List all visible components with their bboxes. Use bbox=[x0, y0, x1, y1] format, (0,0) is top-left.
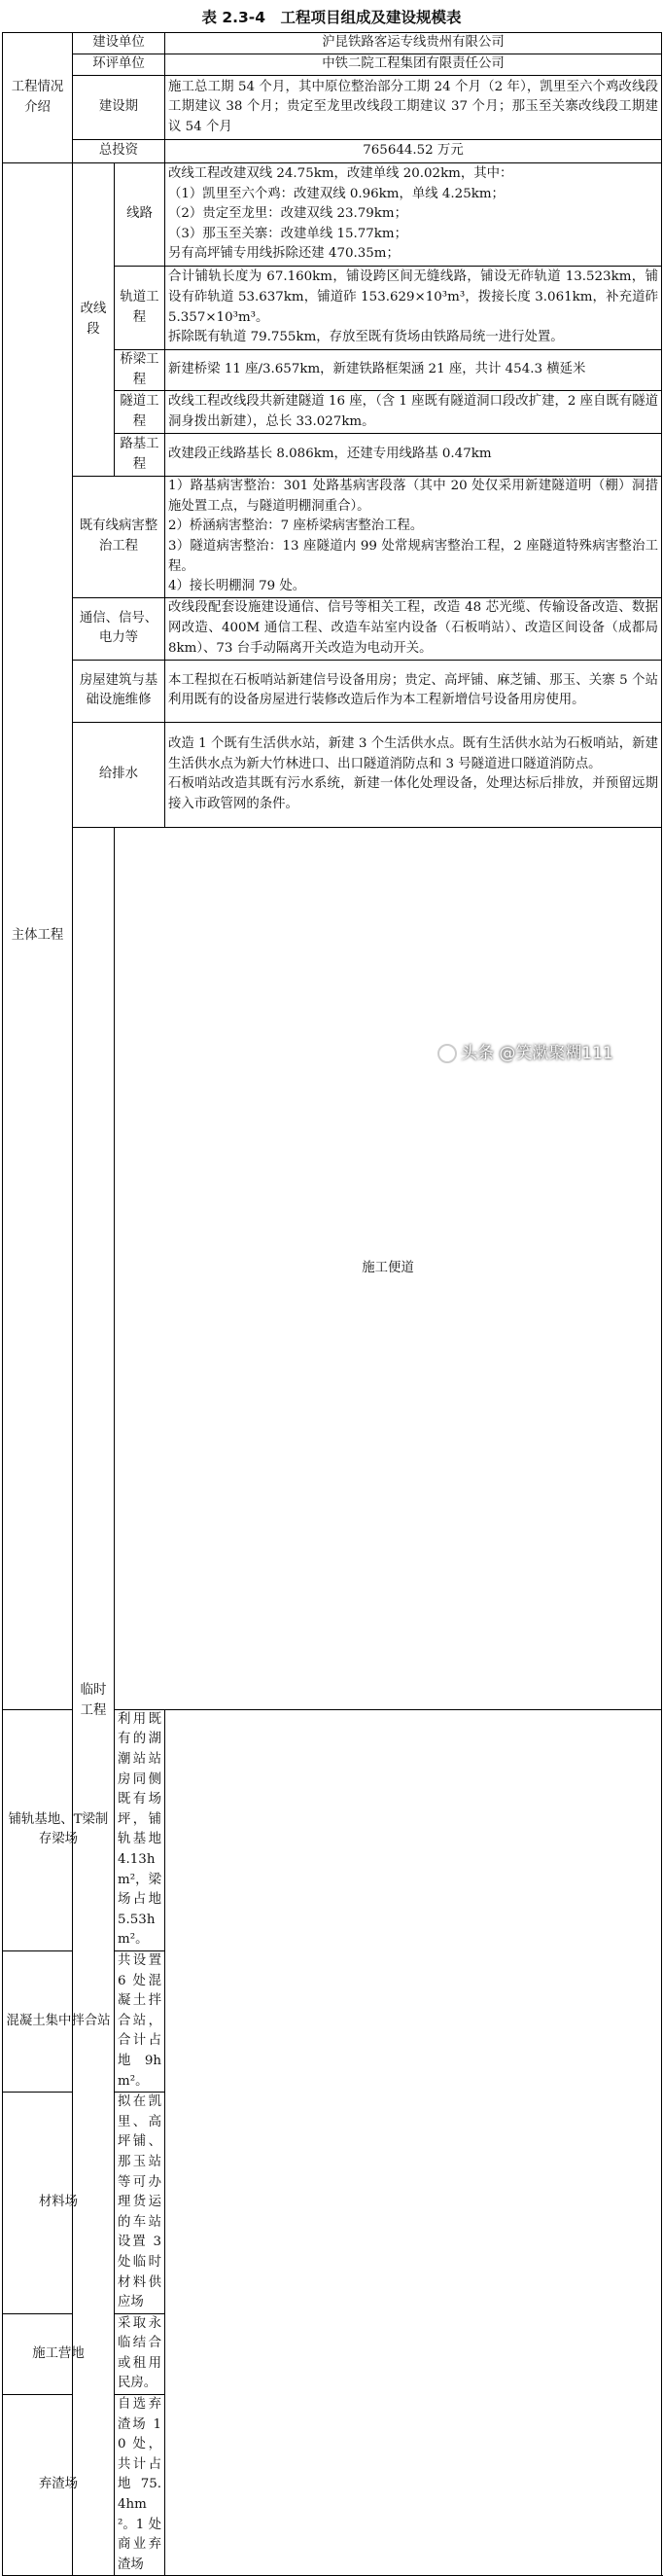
line-item: 另有高坪铺专用线拆除还建 470.35m； bbox=[168, 246, 400, 262]
water-label: 给排水 bbox=[73, 722, 165, 827]
track-label: 轨道工程 bbox=[115, 267, 165, 350]
project-composition-table bbox=[2, 32, 662, 2576]
tunnel-value: 改线工程改线段共新建隧道 16 座，（含 1 座既有隧道洞口段改扩建，2 座自既有隧道洞身拨出新建），总长 33.027km。 bbox=[165, 391, 662, 434]
camp-value: 采取永临结合或租用民房。 bbox=[115, 2313, 165, 2394]
water-item: 改造 1 个既有生活供水站，新建 3 个生活供水点。既有生活供水站为石板哨站，新建生活供水点为新大竹林进口、出口隧道消防点和 3 号隧道进口隧道消防点。 bbox=[168, 736, 658, 771]
concrete-plant-label: 混凝土集中拌合站 bbox=[3, 1951, 115, 2093]
camp-label: 施工营地 bbox=[3, 2313, 115, 2394]
investment-value: 765644.52 万元 bbox=[165, 140, 662, 163]
rail-base-value: 利用既有的湖潮站站房同侧既有场坪，铺轨基地 4.13hm²，梁场占地 5.53hm²。 bbox=[115, 1709, 165, 1950]
investment-label: 总投资 bbox=[73, 140, 165, 163]
track-item: 拆除既有轨道 79.755km，存放至既有货场由铁路局统一进行处置。 bbox=[168, 330, 564, 345]
material-yard-label: 材料场 bbox=[3, 2093, 115, 2314]
line-item: （1）凯里至六个鸡：改建双线 0.96km，单线 4.25km； bbox=[168, 186, 505, 201]
line-item: （3）那玉至关寨：改建单线 15.77km； bbox=[168, 226, 407, 241]
platform-logo-icon bbox=[437, 1044, 457, 1063]
bridge-label: 桥梁工程 bbox=[115, 350, 165, 391]
engineering-overview-label: 工程情况介绍 bbox=[3, 33, 73, 163]
tunnel-label: 隧道工程 bbox=[115, 391, 165, 434]
existing-item: 3）隧道病害整治：13 座隧道内 99 处常规病害整治工程，2 座隧道特殊病害整治工程。 bbox=[168, 538, 658, 574]
bridge-value: 新建桥梁 11 座/3.657km，新建铁路框架涵 21 座，共计 454.3 横延米 bbox=[165, 350, 662, 391]
period-label: 建设期 bbox=[73, 76, 165, 140]
subgrade-value: 改建段正线路基长 8.086km，还建专用线路基 0.47km bbox=[165, 434, 662, 477]
building-label: 房屋建筑与基础设施维修 bbox=[73, 660, 165, 722]
comm-signal-value: 改线段配套设施建设通信、信号等相关工程，改造 48 芯光缆、传输设备改造、数据网改造、400M 通信工程、改造车站室内设备（石板哨站）、改造区间设备（成都局 8km）、73 台手动隔离开关改造为电动开关。 bbox=[165, 597, 662, 660]
line-value bbox=[165, 163, 662, 267]
period-value: 施工总工期 54 个月，其中原位整治部分工期 24 个月（2 年），凯里至六个鸡改线段工期建议 38 个月；贵定至龙里改线段工期建议 37 个月；那玉至关寨改线段工期建议 54 个月 bbox=[165, 76, 662, 140]
water-value bbox=[165, 722, 662, 827]
subgrade-label: 路基工程 bbox=[115, 434, 165, 477]
concrete-plant-value: 共设置 6 处混凝土拌合站，合计占地 9hm²。 bbox=[115, 1951, 165, 2093]
existing-line-label: 既有线病害整治工程 bbox=[73, 477, 165, 598]
existing-item: 1）路基病害整治：301 处路基病害段落（其中 20 处仅采用新建隧道明（棚）洞措施处置工点，与隧道明棚洞重合）。 bbox=[168, 479, 658, 514]
watermark bbox=[437, 1039, 657, 1070]
watermark-text: 头条 @笑漱聚糊111 bbox=[461, 1044, 613, 1063]
line-label: 线路 bbox=[115, 163, 165, 267]
existing-line-value bbox=[165, 477, 662, 598]
reroute-section-label: 改线段 bbox=[73, 163, 115, 477]
eia-unit-label: 环评单位 bbox=[73, 54, 165, 76]
rail-base-label: 铺轨基地、T梁制存梁场 bbox=[3, 1709, 115, 1950]
comm-signal-label: 通信、信号、电力等 bbox=[73, 597, 165, 660]
water-item: 石板哨站改造其既有污水系统，新建一体化处理设备，处理达标后排放，并预留远期接入市政管网的条件。 bbox=[168, 776, 658, 811]
temp-works-label: 临时工程 bbox=[73, 827, 115, 2576]
building-value: 本工程拟在石板哨站新建信号设备用房；贵定、高坪铺、麻芝铺、那玉、关寨 5 个站利用既有的设备房屋进行装修改造后作为本工程新增信号设备用房使用。 bbox=[165, 660, 662, 722]
access-road-label: 施工便道 bbox=[115, 827, 662, 1709]
material-yard-value: 拟在凯里、高坪铺、那玉站等可办理货运的车站设置 3 处临时材料供应场 bbox=[115, 2093, 165, 2314]
line-item: 改线工程改建双线 24.75km，改建单线 20.02km，其中： bbox=[168, 166, 513, 182]
track-value bbox=[165, 267, 662, 350]
existing-item: 2）桥涵病害整治：7 座桥梁病害整治工程。 bbox=[168, 519, 424, 534]
construction-unit-value: 沪昆铁路客运专线贵州有限公司 bbox=[165, 33, 662, 54]
main-works-label: 主体工程 bbox=[3, 163, 73, 1710]
eia-unit-value: 中铁二院工程集团有限责任公司 bbox=[165, 54, 662, 76]
existing-item: 4）接长明棚洞 79 处。 bbox=[168, 579, 306, 594]
table-title: 表 2.3-4 工程项目组成及建设规模表 bbox=[201, 9, 462, 26]
spoil-site-label: 弃渣场 bbox=[3, 2395, 115, 2576]
spoil-site-value: 自选弃渣场 10 处，共计占地 75.4hm²。1 处商业弃渣场 bbox=[115, 2395, 165, 2576]
construction-unit-label: 建设单位 bbox=[73, 33, 165, 54]
track-item: 合计铺轨长度为 67.160km，铺设跨区间无缝线路，铺设无砟轨道 13.523km，铺设有砟轨道 53.637km，铺道砟 153.629×10³m³，拨接长度 3.061km，补充道砟 5.357×10³m³。 bbox=[168, 269, 658, 325]
line-item: （2）贵定至龙里：改建双线 23.79km； bbox=[168, 206, 407, 222]
